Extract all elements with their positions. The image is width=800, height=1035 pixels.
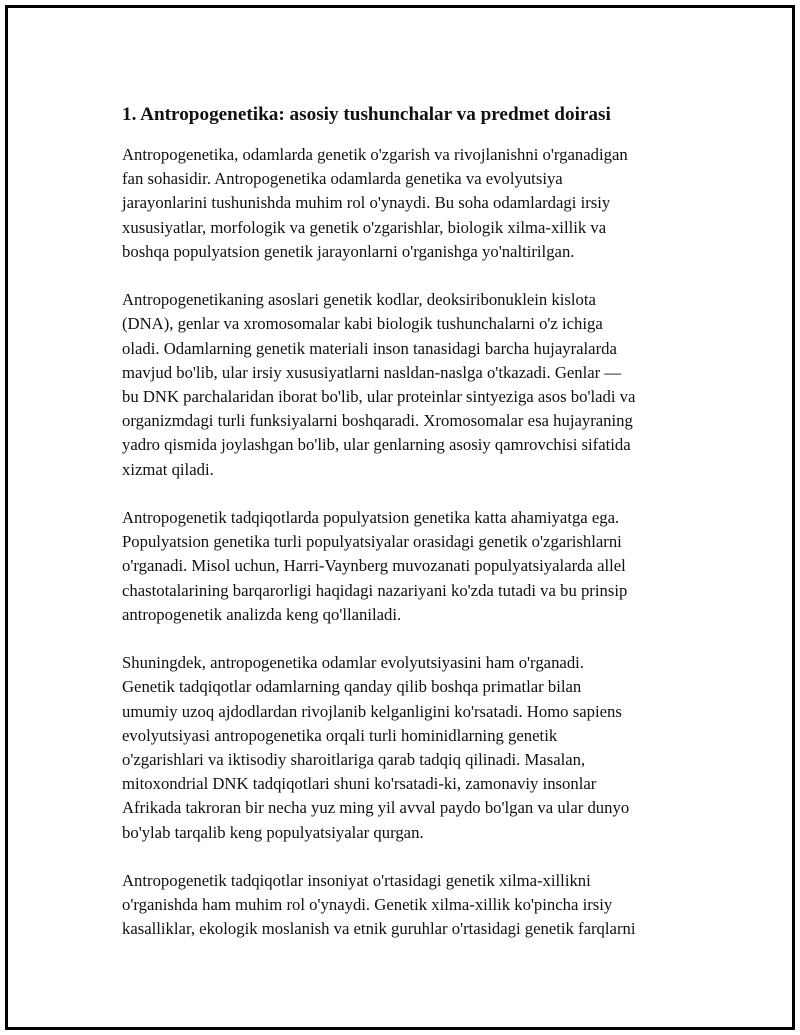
text-line: Genetik tadqiqotlar odamlarning qanday qilib boshqa primatlar bilan xyxy=(122,677,582,697)
text-line: mavjud bo'lib, ular irsiy xususiyatlarni nasldan-naslga o'tkazadi. Genlar — xyxy=(122,362,622,382)
text-line: Afrikada takroran bir necha yuz ming yil avval paydo bo'lgan va ular dunyo xyxy=(122,798,630,818)
document-page xyxy=(5,5,795,1030)
section-heading: 1. Antropogenetika: asosiy tushunchalar va predmet doirasi xyxy=(122,104,611,125)
text-line: (DNA), genlar va xromosomalar kabi biologik tushunchalarni o'z ichiga xyxy=(122,314,603,334)
paragraph-5 xyxy=(122,869,692,942)
text-line: o'rganishda ham muhim rol o'ynaydi. Genetik xilma-xillik ko'pincha irsiy xyxy=(122,895,613,915)
text-line: o'rganadi. Misol uchun, Harri-Vaynberg muvozanati populyatsiyalarda allel xyxy=(122,556,626,576)
text-line: oladi. Odamlarning genetik materiali inson tanasidagi barcha hujayralarda xyxy=(122,338,617,358)
paragraph-2 xyxy=(122,288,692,482)
text-line: umumiy uzoq ajdodlardan rivojlanib kelganligini ko'rsatadi. Homo sapiens xyxy=(122,701,622,721)
text-line: boshqa populyatsion genetik jarayonlarni o'rganishga yo'naltirilgan. xyxy=(122,241,575,261)
paragraph-4 xyxy=(122,651,692,845)
text-line: evolyutsiyasi antropogenetika orqali turli hominidlarning genetik xyxy=(122,725,558,745)
text-line: Populyatsion genetika turli populyatsiyalar orasidagi genetik o'zgarishlarni xyxy=(122,532,622,552)
text-line: antropogenetik analizda keng qo'llaniladi. xyxy=(122,604,402,624)
text-line: kasalliklar, ekologik moslanish va etnik guruhlar o'rtasidagi genetik farqlarni xyxy=(122,919,636,939)
text-line: bo'ylab tarqalib keng populyatsiyalar qurgan. xyxy=(122,822,424,842)
paragraph-3 xyxy=(122,506,692,627)
text-line: xizmat qiladi. xyxy=(122,459,214,479)
text-line: yadro qismida joylashgan bo'lib, ular genlarning asosiy qamrovchisi sifatida xyxy=(122,435,631,455)
text-line: Shuningdek, antropogenetika odamlar evolyutsiyasini ham o'rganadi. xyxy=(122,653,584,673)
text-line: chastotalarining barqarorligi haqidagi nazariyani ko'zda tutadi va bu prinsip xyxy=(122,580,628,600)
text-line: Antropogenetika, odamlarda genetik o'zgarish va rivojlanishni o'rganadigan xyxy=(122,145,628,164)
text-line: xususiyatlar, morfologik va genetik o'zgarishlar, biologik xilma-xillik va xyxy=(122,217,607,237)
document-body xyxy=(122,103,692,966)
text-line: Antropogenetik tadqiqotlarda populyatsion genetika katta ahamiyatga ega. xyxy=(122,508,620,528)
text-line: o'zgarishlari va iktisodiy sharoitlariga qarab tadqiq qilinadi. Masalan, xyxy=(122,750,586,770)
text-line: organizmdagi turli funksiyalarni boshqaradi. Xromosomalar esa hujayraning xyxy=(122,411,633,431)
paragraph-1 xyxy=(122,143,692,264)
text-line: jarayonlarini tushunishda muhim rol o'ynaydi. Bu soha odamlardagi irsiy xyxy=(122,193,611,213)
text-line: Antropogenetikaning asoslari genetik kodlar, deoksiribonuklein kislota xyxy=(122,290,596,310)
text-line: mitoxondrial DNK tadqiqotlari shuni ko'rsatadi-ki, zamonaviy insonlar xyxy=(122,774,597,794)
text-line: bu DNK parchalaridan iborat bo'lib, ular proteinlar sintyeziga asos bo'ladi va xyxy=(122,387,636,407)
text-line: fan sohasidir. Antropogenetika odamlarda genetika va evolyutsiya xyxy=(122,169,563,189)
text-line: Antropogenetik tadqiqotlar insoniyat o'rtasidagi genetik xilma-xillikni xyxy=(122,871,591,891)
